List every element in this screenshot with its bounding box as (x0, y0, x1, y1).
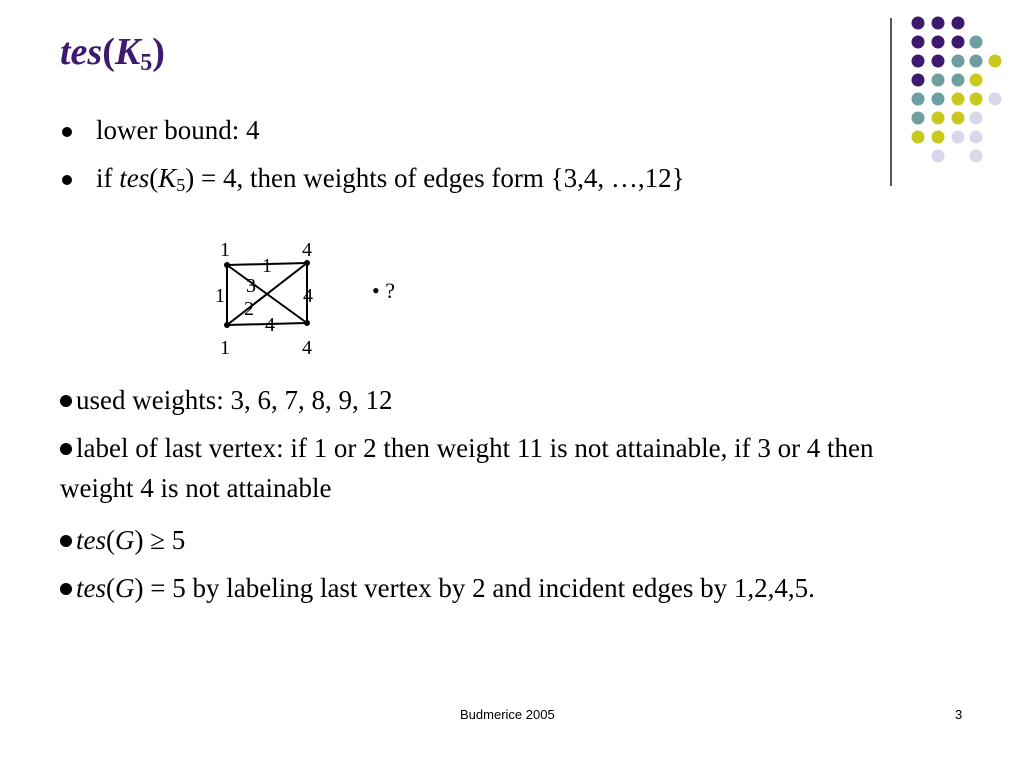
edge-label-top: 1 (262, 255, 272, 277)
decorative-dot-grid (900, 10, 1010, 170)
title-var: K (114, 31, 141, 73)
paragraph-tes-equals: tes(G) = 5 by labeling last vertex by 2 and incident edges by 1,2,4,5. (60, 568, 920, 608)
unknown-vertex-label: ? (385, 278, 395, 303)
vertex-label-top-right: 4 (302, 239, 312, 261)
paragraph-tes-lower: tes(G) ≥ 5 (60, 520, 920, 560)
vertex-bottom-right (304, 320, 310, 326)
vertex-label-top-left: 1 (220, 239, 230, 261)
title-open: ( (102, 31, 115, 73)
title-close: ) (152, 31, 165, 73)
bullet-dot (62, 127, 72, 137)
edge-label-right: 4 (303, 285, 313, 307)
edge-label-left: 1 (215, 285, 225, 307)
edge-label-bottom: 4 (265, 314, 275, 336)
title-sub: 5 (140, 50, 153, 76)
bullet-text: lower bound: 4 (96, 115, 260, 145)
vertex-label-bottom-left: 1 (220, 337, 230, 359)
slide-title (60, 30, 165, 77)
bullet-dot (62, 175, 72, 185)
edge-label-diag-b: 2 (244, 298, 254, 320)
page-number: 3 (955, 707, 963, 722)
edge-label-diag-a: 3 (246, 275, 256, 297)
paragraph-text: label of last vertex: if 1 or 2 then weight 11 is not attainable, if 3 or 4 then weight 4 is not attainable (60, 433, 874, 503)
unknown-vertex: • ? (372, 278, 395, 303)
vertex-bottom-left (224, 322, 230, 328)
vertex-top-left (224, 262, 230, 268)
title-divider (890, 18, 892, 186)
vertex-label-bottom-right: 4 (302, 337, 312, 359)
bullet-dot (60, 535, 72, 547)
footer-center: Budmerice 2005 (460, 707, 555, 722)
bullet-text: if $tes(K_5) = 4$, then weights of edges form {3,4, …,12} (96, 163, 685, 195)
bullet-dot (60, 443, 72, 455)
title-fn: tes (60, 31, 103, 73)
bullet-dot (60, 583, 72, 595)
paragraph-text: used weights: 3, 6, 7, 8, 9, 12 (76, 385, 393, 415)
paragraph-last-vertex (60, 428, 920, 508)
paragraph-used-weights (60, 380, 920, 420)
bullet-dot (60, 395, 72, 407)
k4-graph-diagram (200, 230, 340, 360)
